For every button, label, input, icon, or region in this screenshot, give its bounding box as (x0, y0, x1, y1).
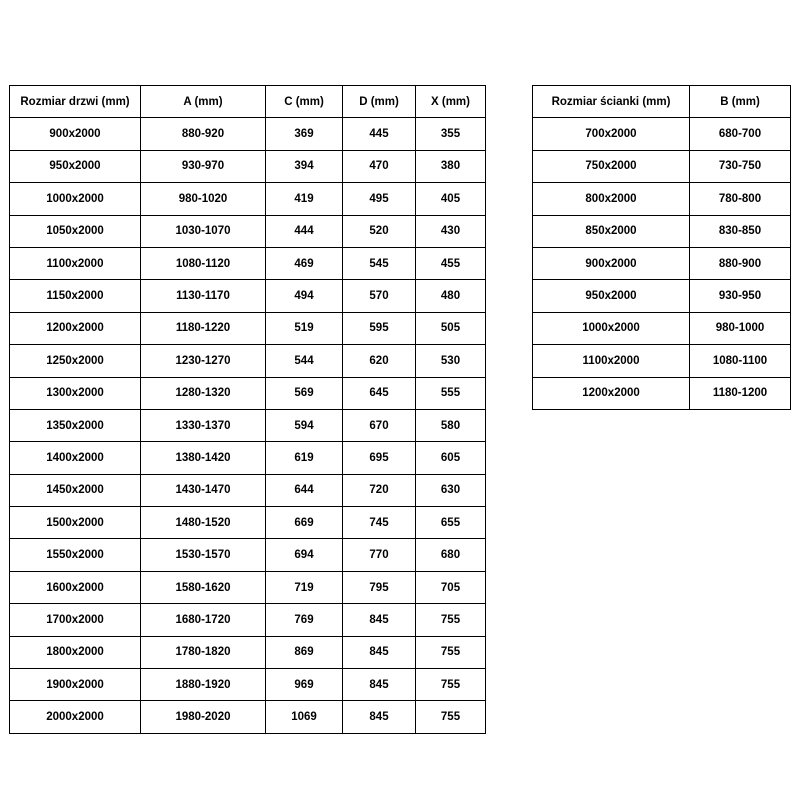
cell-c: 469 (266, 247, 343, 279)
cell-d: 695 (343, 442, 416, 474)
cell-a: 980-1020 (141, 183, 266, 215)
cell-a: 930-970 (141, 150, 266, 182)
cell-d: 470 (343, 150, 416, 182)
cell-c: 619 (266, 442, 343, 474)
cell-c: 594 (266, 409, 343, 441)
cell-d: 795 (343, 571, 416, 603)
cell-x: 755 (416, 636, 486, 668)
cell-a: 1580-1620 (141, 571, 266, 603)
cell-a: 1080-1120 (141, 247, 266, 279)
cell-door-size: 1000x2000 (10, 183, 141, 215)
table-row (533, 377, 791, 409)
cell-x: 630 (416, 474, 486, 506)
cell-c: 519 (266, 312, 343, 344)
table-row (10, 280, 486, 312)
table-row (10, 150, 486, 182)
doors-size-table (9, 85, 486, 734)
table-row (10, 215, 486, 247)
cell-d: 720 (343, 474, 416, 506)
cell-a: 1230-1270 (141, 345, 266, 377)
cell-b: 930-950 (690, 280, 791, 312)
cell-c: 969 (266, 669, 343, 701)
cell-c: 394 (266, 150, 343, 182)
cell-x: 455 (416, 247, 486, 279)
cell-a: 1530-1570 (141, 539, 266, 571)
cell-d: 845 (343, 604, 416, 636)
cell-door-size: 1900x2000 (10, 669, 141, 701)
cell-door-size: 2000x2000 (10, 701, 141, 733)
table-row (10, 474, 486, 506)
cell-d: 445 (343, 118, 416, 150)
table-row (10, 507, 486, 539)
column-header-b: B (mm) (690, 86, 791, 118)
cell-a: 1380-1420 (141, 442, 266, 474)
cell-b: 680-700 (690, 118, 791, 150)
doors-size-table-container (9, 85, 486, 734)
cell-x: 380 (416, 150, 486, 182)
cell-door-size: 1550x2000 (10, 539, 141, 571)
doors-table-head (10, 86, 486, 118)
cell-b: 1080-1100 (690, 345, 791, 377)
table-row (533, 118, 791, 150)
column-header-x: X (mm) (416, 86, 486, 118)
table-row (10, 345, 486, 377)
column-header-door-size: Rozmiar drzwi (mm) (10, 86, 141, 118)
table-row (533, 247, 791, 279)
cell-b: 780-800 (690, 183, 791, 215)
table-header-row (10, 86, 486, 118)
cell-b: 830-850 (690, 215, 791, 247)
table-header-row (533, 86, 791, 118)
cell-c: 719 (266, 571, 343, 603)
cell-b: 1180-1200 (690, 377, 791, 409)
cell-wall-size: 700x2000 (533, 118, 690, 150)
cell-a: 1130-1170 (141, 280, 266, 312)
cell-x: 405 (416, 183, 486, 215)
cell-d: 570 (343, 280, 416, 312)
cell-door-size: 900x2000 (10, 118, 141, 150)
cell-x: 680 (416, 539, 486, 571)
cell-b: 880-900 (690, 247, 791, 279)
cell-a: 1880-1920 (141, 669, 266, 701)
cell-c: 569 (266, 377, 343, 409)
column-header-wall-size: Rozmiar ścianki (mm) (533, 86, 690, 118)
cell-d: 645 (343, 377, 416, 409)
cell-c: 369 (266, 118, 343, 150)
cell-b: 980-1000 (690, 312, 791, 344)
cell-x: 530 (416, 345, 486, 377)
cell-x: 655 (416, 507, 486, 539)
table-row (533, 345, 791, 377)
cell-x: 605 (416, 442, 486, 474)
cell-wall-size: 800x2000 (533, 183, 690, 215)
cell-x: 705 (416, 571, 486, 603)
cell-d: 620 (343, 345, 416, 377)
cell-c: 544 (266, 345, 343, 377)
cell-door-size: 1350x2000 (10, 409, 141, 441)
cell-door-size: 1600x2000 (10, 571, 141, 603)
cell-d: 670 (343, 409, 416, 441)
cell-door-size: 1400x2000 (10, 442, 141, 474)
cell-d: 545 (343, 247, 416, 279)
cell-c: 694 (266, 539, 343, 571)
table-row (10, 539, 486, 571)
column-header-a: A (mm) (141, 86, 266, 118)
cell-door-size: 950x2000 (10, 150, 141, 182)
cell-c: 444 (266, 215, 343, 247)
cell-c: 669 (266, 507, 343, 539)
cell-c: 419 (266, 183, 343, 215)
cell-wall-size: 1200x2000 (533, 377, 690, 409)
cell-c: 869 (266, 636, 343, 668)
cell-wall-size: 1100x2000 (533, 345, 690, 377)
cell-a: 1780-1820 (141, 636, 266, 668)
table-row (10, 118, 486, 150)
wall-size-table (532, 85, 791, 410)
cell-x: 430 (416, 215, 486, 247)
cell-a: 1030-1070 (141, 215, 266, 247)
cell-c: 1069 (266, 701, 343, 733)
cell-a: 1330-1370 (141, 409, 266, 441)
table-row (10, 701, 486, 733)
cell-a: 1180-1220 (141, 312, 266, 344)
cell-d: 845 (343, 669, 416, 701)
cell-d: 845 (343, 636, 416, 668)
cell-door-size: 1050x2000 (10, 215, 141, 247)
cell-door-size: 1150x2000 (10, 280, 141, 312)
table-row (10, 183, 486, 215)
table-row (533, 215, 791, 247)
cell-a: 1680-1720 (141, 604, 266, 636)
cell-door-size: 1250x2000 (10, 345, 141, 377)
table-row (10, 571, 486, 603)
cell-door-size: 1100x2000 (10, 247, 141, 279)
wall-size-table-container (532, 85, 791, 410)
cell-door-size: 1450x2000 (10, 474, 141, 506)
cell-door-size: 1200x2000 (10, 312, 141, 344)
cell-d: 745 (343, 507, 416, 539)
cell-door-size: 1800x2000 (10, 636, 141, 668)
wall-table-head (533, 86, 791, 118)
cell-d: 495 (343, 183, 416, 215)
table-row (10, 377, 486, 409)
cell-wall-size: 1000x2000 (533, 312, 690, 344)
doors-table-body (10, 118, 486, 733)
cell-x: 505 (416, 312, 486, 344)
cell-c: 494 (266, 280, 343, 312)
cell-x: 580 (416, 409, 486, 441)
table-row (533, 312, 791, 344)
column-header-c: C (mm) (266, 86, 343, 118)
table-row (10, 604, 486, 636)
table-row (10, 409, 486, 441)
table-row (10, 442, 486, 474)
table-row (533, 183, 791, 215)
cell-c: 769 (266, 604, 343, 636)
cell-x: 355 (416, 118, 486, 150)
cell-d: 770 (343, 539, 416, 571)
cell-x: 480 (416, 280, 486, 312)
cell-d: 520 (343, 215, 416, 247)
table-row (10, 312, 486, 344)
table-row (10, 669, 486, 701)
cell-a: 880-920 (141, 118, 266, 150)
cell-x: 755 (416, 669, 486, 701)
cell-wall-size: 750x2000 (533, 150, 690, 182)
table-row (10, 636, 486, 668)
cell-wall-size: 900x2000 (533, 247, 690, 279)
cell-a: 1280-1320 (141, 377, 266, 409)
wall-table-body (533, 118, 791, 410)
cell-door-size: 1300x2000 (10, 377, 141, 409)
column-header-d: D (mm) (343, 86, 416, 118)
cell-wall-size: 950x2000 (533, 280, 690, 312)
cell-door-size: 1500x2000 (10, 507, 141, 539)
cell-x: 755 (416, 604, 486, 636)
cell-a: 1430-1470 (141, 474, 266, 506)
table-row (533, 150, 791, 182)
table-row (533, 280, 791, 312)
cell-door-size: 1700x2000 (10, 604, 141, 636)
cell-d: 845 (343, 701, 416, 733)
cell-d: 595 (343, 312, 416, 344)
cell-c: 644 (266, 474, 343, 506)
cell-wall-size: 850x2000 (533, 215, 690, 247)
cell-x: 755 (416, 701, 486, 733)
cell-x: 555 (416, 377, 486, 409)
table-row (10, 247, 486, 279)
cell-b: 730-750 (690, 150, 791, 182)
cell-a: 1480-1520 (141, 507, 266, 539)
cell-a: 1980-2020 (141, 701, 266, 733)
